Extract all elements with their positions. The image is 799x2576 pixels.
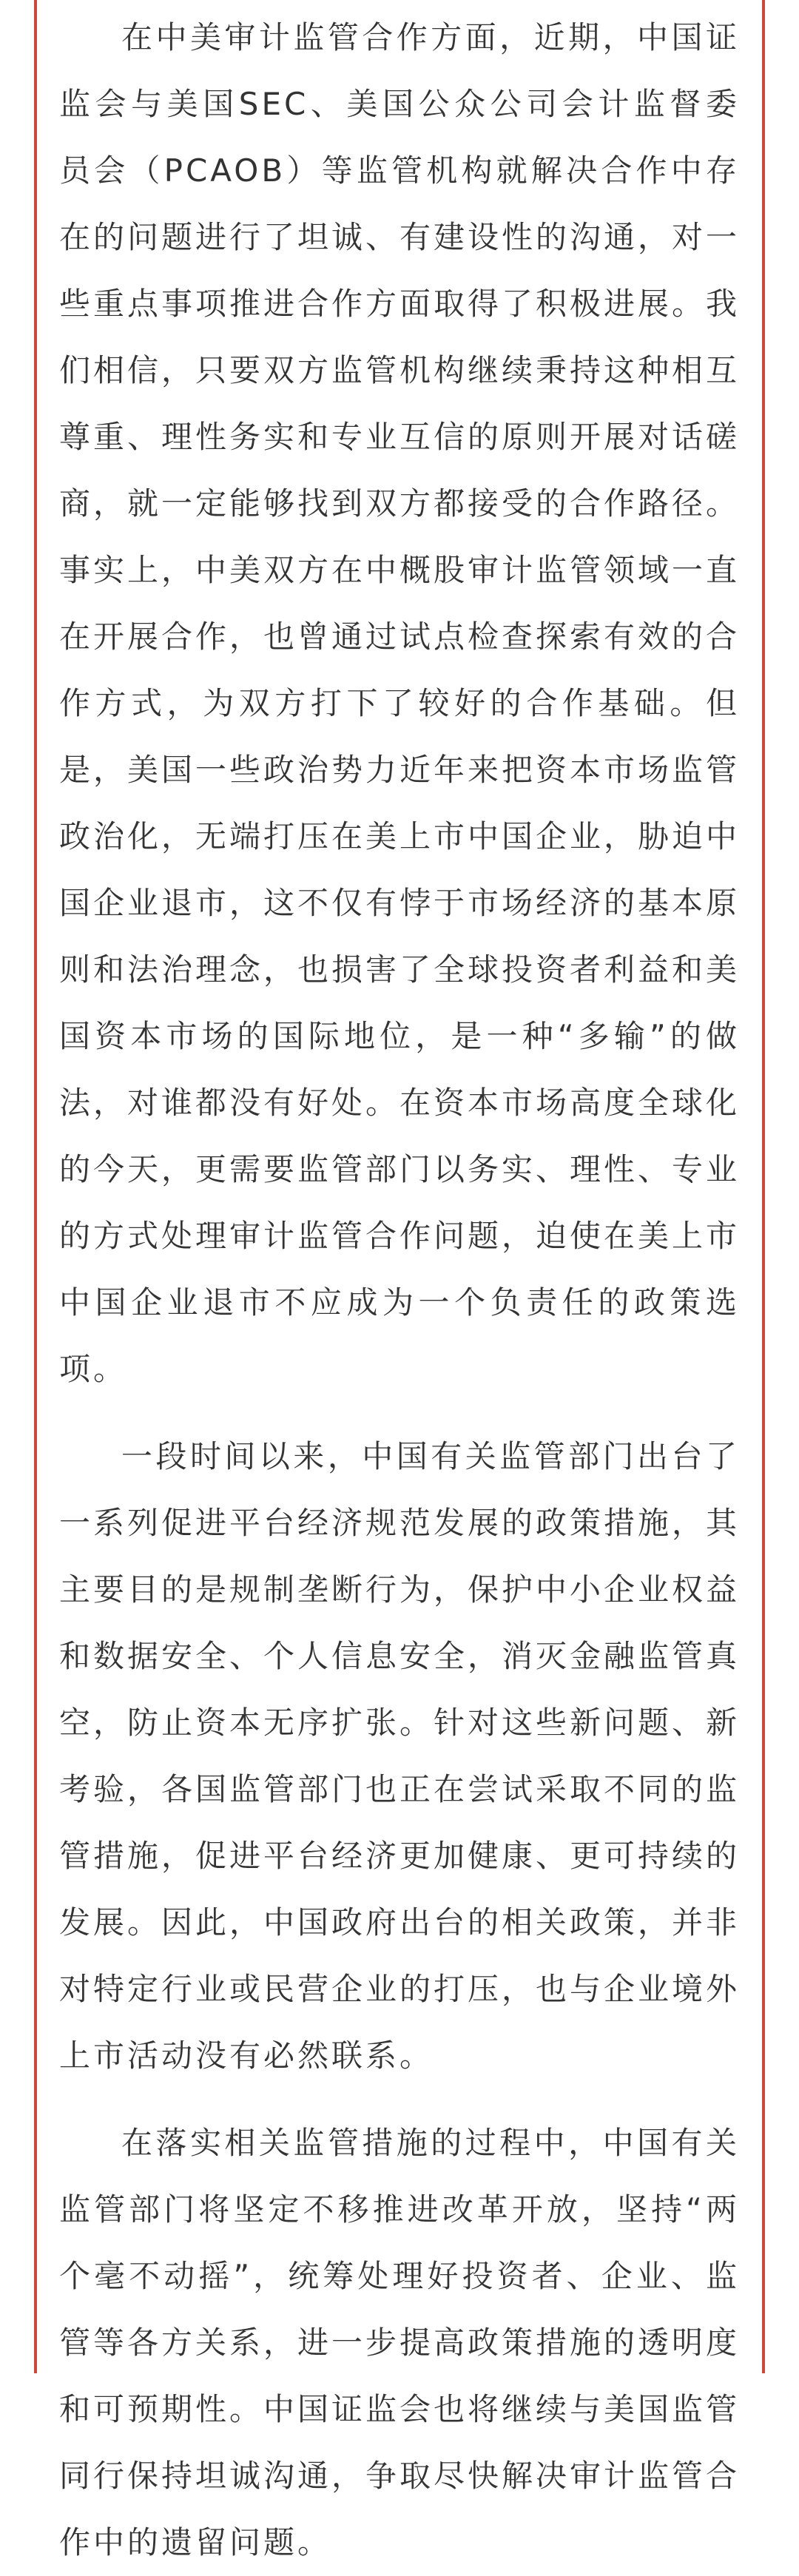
paragraph-regulatory-measures: 在落实相关监管措施的过程中，中国有关监管部门将坚定不移推进改革开放，坚持“两个毫不动摇”，统筹处理好投资者、企业、监管等各方关系，进一步提高政策措施的透明度和可预期性。中国证监会也将继续与美国监管同行保持坦诚沟通，争取尽快解决审计监管合作中的遗留问题。 <box>59 2125 741 2560</box>
article-body <box>59 4 740 2576</box>
paragraph-platform-economy: 一段时间以来，中国有关监管部门出台了一系列促进平台经济规范发展的政策措施，其主要目的是规制垄断行为，保护中小企业权益和数据安全、个人信息安全，消灭金融监管真空，防止资本无序扩张。针对这些新问题、新考验，各国监管部门也正在尝试采取不同的监管措施，促进平台经济更加健康、更可持续的发展。因此，中国政府出台的相关政策，并非对特定行业或民营企业的打压，也与企业境外上市活动没有必然联系。 <box>59 1438 741 2074</box>
right-border-line <box>762 0 765 2373</box>
left-border-line <box>34 0 37 2373</box>
paragraph-audit-cooperation: 在中美审计监管合作方面，近期，中国证监会与美国SEC、美国公众公司会计监督委员会（PCAOB）等监管机构就解决合作中存在的问题进行了坦诚、有建设性的沟通，对一些重点事项推进合作方面取得了积极进展。我们相信，只要双方监管机构继续秉持这种相互尊重、理性务实和专业互信的原则开展对话磋商，就一定能够找到双方都接受的合作路径。事实上，中美双方在中概股审计监管领域一直在开展合作，也曾通过试点检查探索有效的合作方式，为双方打下了较好的合作基础。但是，美国一些政治势力近年来把资本市场监管政治化，无端打压在美上市中国企业，胁迫中国企业退市，这不仅有悖于市场经济的基本原则和法治理念，也损害了全球投资者利益和美国资本市场的国际地位，是一种“多输”的做法，对谁都没有好处。在资本市场高度全球化的今天，更需要监管部门以务实、理性、专业的方式处理审计监管合作问题，迫使在美上市中国企业退市不应成为一个负责任的政策选项。 <box>59 19 741 1387</box>
